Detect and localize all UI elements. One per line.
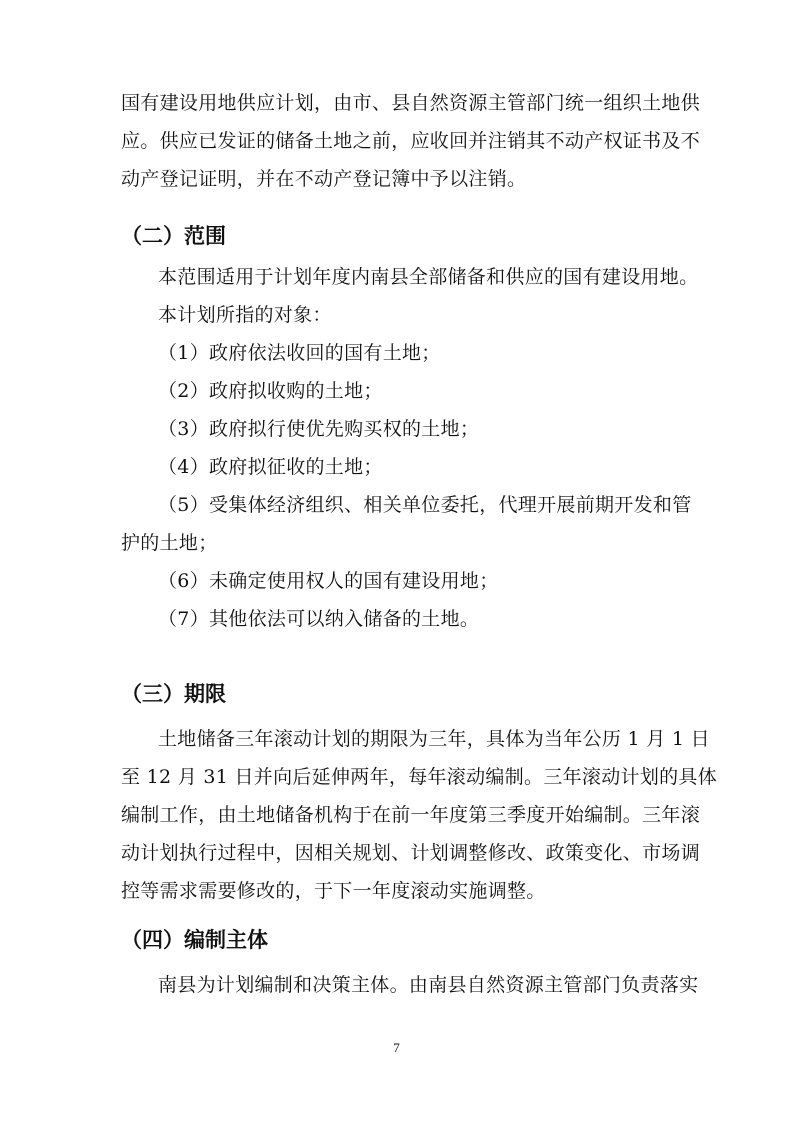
paragraph-line: 土地储备三年滚动计划的期限为三年，具体为当年公历 1 月 1 日 <box>158 728 710 750</box>
list-item: （2）政府拟收购的土地； <box>158 380 383 402</box>
paragraph-line: 南县为计划编制和决策主体。由南县自然资源主管部门负责落实 <box>158 974 699 996</box>
paragraph-line: 动产登记证明，并在不动产登记簿中予以注销。 <box>121 168 527 190</box>
paragraph-line: 应。供应已发证的储备土地之前，应收回并注销其不动产权证书及不 <box>121 130 701 152</box>
paragraph-line: 编制工作，由土地储备机构于在前一年度第三季度开始编制。三年滚 <box>121 804 701 826</box>
paragraph-line: 国有建设用地供应计划，由市、县自然资源主管部门统一组织土地供 <box>121 92 701 114</box>
paragraph-line: 至 12 月 31 日并向后延伸两年，每年滚动编制。三年滚动计划的具体 <box>121 766 718 788</box>
paragraph-line: 本范围适用于计划年度内南县全部储备和供应的国有建设用地。 <box>158 266 699 288</box>
list-item: （3）政府拟行使优先购买权的土地； <box>158 418 480 440</box>
paragraph-line: 控等需求需要修改的，于下一年度滚动实施调整。 <box>121 880 546 902</box>
list-item: （4）政府拟征收的土地； <box>158 456 383 478</box>
section-heading-subject: （四）编制主体 <box>121 928 268 952</box>
section-heading-scope: （二）范围 <box>121 224 226 248</box>
list-item: （1）政府依法收回的国有土地； <box>158 342 441 364</box>
list-item: （7）其他依法可以纳入储备的土地。 <box>158 608 480 630</box>
section-heading-term: （三）期限 <box>121 682 226 706</box>
list-item-continuation: 护的土地； <box>121 532 218 554</box>
list-item: （5）受集体经济组织、相关单位委托，代理开展前期开发和管 <box>158 494 692 516</box>
paragraph-line: 动计划执行过程中，因相关规划、计划调整修改、政策变化、市场调 <box>121 842 701 864</box>
page-number: 7 <box>393 1040 400 1055</box>
list-item: （6）未确定使用权人的国有建设用地； <box>158 570 499 592</box>
paragraph-line: 本计划所指的对象： <box>158 304 332 326</box>
